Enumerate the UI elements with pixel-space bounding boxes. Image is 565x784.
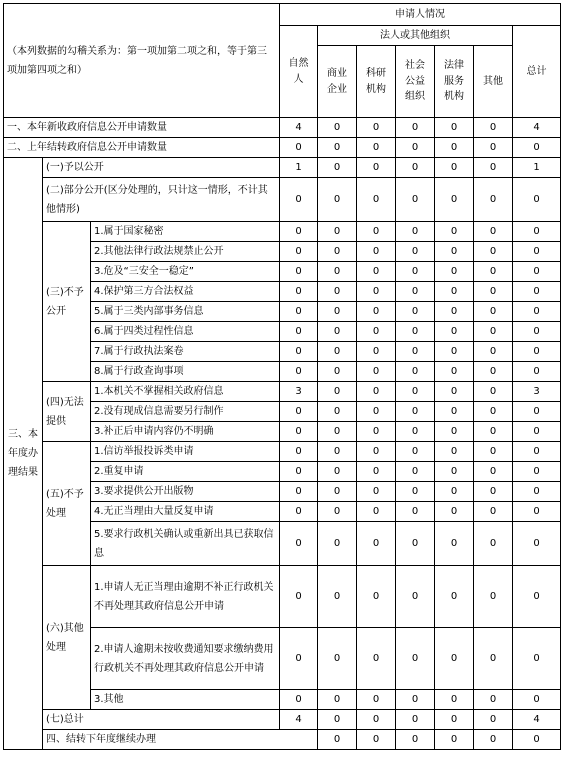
table-row xyxy=(4,222,561,242)
cell-value: 0 xyxy=(280,302,318,322)
row-label: 1.属于国家秘密 xyxy=(91,222,280,242)
cell-value: 0 xyxy=(318,118,357,138)
header-applicant-situation: 申请人情况 xyxy=(280,4,561,26)
cell-value: 0 xyxy=(357,158,396,178)
col-social-welfare: 社会公益组织 xyxy=(396,46,435,118)
cell-value: 0 xyxy=(280,178,318,222)
cell-value: 4 xyxy=(513,710,561,730)
disclosure-request-table xyxy=(3,3,561,750)
cell-value: 0 xyxy=(280,262,318,282)
cell-value: 0 xyxy=(396,730,435,750)
cell-value: 0 xyxy=(474,710,513,730)
cell-value: 0 xyxy=(474,502,513,522)
cell-value: 0 xyxy=(435,690,474,710)
cell-value: 0 xyxy=(474,462,513,482)
cell-value: 0 xyxy=(435,462,474,482)
cell-value: 0 xyxy=(318,138,357,158)
cell-value: 0 xyxy=(435,302,474,322)
cell-value: 0 xyxy=(474,382,513,402)
cell-value: 0 xyxy=(357,482,396,502)
cell-value: 0 xyxy=(435,730,474,750)
result-group-label: 三、本年度办理结果 xyxy=(4,158,43,750)
row-label: 2.没有现成信息需要另行制作 xyxy=(91,402,280,422)
cell-value: 0 xyxy=(513,222,561,242)
cell-value: 0 xyxy=(474,262,513,282)
cell-value: 0 xyxy=(396,342,435,362)
cell-value: 0 xyxy=(474,222,513,242)
cell-value: 0 xyxy=(318,178,357,222)
cell-value: 0 xyxy=(357,178,396,222)
row-label: 四、结转下年度继续办理 xyxy=(43,730,318,750)
cell-value: 0 xyxy=(513,342,561,362)
cell-value: 0 xyxy=(474,118,513,138)
cell-value: 0 xyxy=(280,690,318,710)
header-legal-or-other-orgs: 法人或其他组织 xyxy=(318,26,513,46)
row-label: 1.本机关不掌握相关政府信息 xyxy=(91,382,280,402)
cell-value: 0 xyxy=(474,690,513,710)
group-label-unable: (四)无法提供 xyxy=(43,382,91,442)
cell-value: 0 xyxy=(280,362,318,382)
cell-value: 0 xyxy=(513,730,561,750)
cell-value: 0 xyxy=(396,710,435,730)
cell-value: 0 xyxy=(435,322,474,342)
cell-value: 0 xyxy=(318,710,357,730)
row-label: 4.无正当理由大量反复申请 xyxy=(91,502,280,522)
cell-value: 0 xyxy=(435,242,474,262)
cell-value: 0 xyxy=(474,482,513,502)
group-label-other-processing: (六)其他处理 xyxy=(43,566,91,710)
cell-value: 0 xyxy=(280,342,318,362)
cell-value: 0 xyxy=(318,302,357,322)
cell-value: 3 xyxy=(513,382,561,402)
cell-value: 0 xyxy=(435,362,474,382)
cell-value: 0 xyxy=(357,302,396,322)
cell-value: 0 xyxy=(435,342,474,362)
cell-value: 0 xyxy=(396,262,435,282)
cell-value: 0 xyxy=(474,282,513,302)
cell-value: 0 xyxy=(280,462,318,482)
cell-value: 0 xyxy=(396,628,435,690)
cell-value: 0 xyxy=(435,502,474,522)
header-note: （本列数据的勾稽关系为：第一项加第二项之和，等于第三项加第四项之和） xyxy=(4,4,280,118)
cell-value: 0 xyxy=(474,342,513,362)
cell-value: 0 xyxy=(318,566,357,628)
cell-value: 0 xyxy=(318,522,357,566)
row-label: 3.补正后申请内容仍不明确 xyxy=(91,422,280,442)
row-label: 1.信访举报投诉类申请 xyxy=(91,442,280,462)
cell-value: 0 xyxy=(513,282,561,302)
cell-value: 0 xyxy=(396,138,435,158)
col-other: 其他 xyxy=(474,46,513,118)
table-row xyxy=(4,158,561,178)
table-row xyxy=(4,730,561,750)
cell-value: 0 xyxy=(396,402,435,422)
cell-value: 0 xyxy=(280,322,318,342)
cell-value: 0 xyxy=(513,178,561,222)
cell-value: 0 xyxy=(474,730,513,750)
cell-value: 0 xyxy=(318,242,357,262)
cell-value: 0 xyxy=(513,362,561,382)
cell-value: 0 xyxy=(396,242,435,262)
cell-value: 0 xyxy=(513,402,561,422)
row-label: 一、本年新收政府信息公开申请数量 xyxy=(4,118,280,138)
cell-value: 0 xyxy=(513,628,561,690)
cell-value: 0 xyxy=(474,522,513,566)
cell-value: 0 xyxy=(396,158,435,178)
cell-value: 0 xyxy=(513,262,561,282)
cell-value: 0 xyxy=(318,262,357,282)
cell-value: 0 xyxy=(474,302,513,322)
cell-value: 0 xyxy=(513,322,561,342)
row-label: 3.要求提供公开出版物 xyxy=(91,482,280,502)
cell-value: 0 xyxy=(396,302,435,322)
cell-value: 0 xyxy=(513,566,561,628)
cell-value: 0 xyxy=(396,382,435,402)
table-row xyxy=(4,118,561,138)
cell-value: 0 xyxy=(357,282,396,302)
cell-value: 0 xyxy=(280,522,318,566)
cell-value: 0 xyxy=(318,482,357,502)
row-label: (二)部分公开(区分处理的，只计这一情形，不计其他情形) xyxy=(43,178,280,222)
cell-value: 0 xyxy=(280,422,318,442)
cell-value: 0 xyxy=(513,242,561,262)
cell-value: 0 xyxy=(513,462,561,482)
col-research: 科研机构 xyxy=(357,46,396,118)
row-label: 3.危及“三安全一稳定” xyxy=(91,262,280,282)
cell-value: 0 xyxy=(357,710,396,730)
row-label: 5.属于三类内部事务信息 xyxy=(91,302,280,322)
cell-value: 0 xyxy=(513,502,561,522)
row-label: 5.要求行政机关确认或重新出具已获取信息 xyxy=(91,522,280,566)
cell-value: 0 xyxy=(474,322,513,342)
table-row xyxy=(4,178,561,222)
cell-value: 0 xyxy=(357,262,396,282)
cell-value: 0 xyxy=(474,242,513,262)
col-total: 总计 xyxy=(513,26,561,118)
cell-value: 0 xyxy=(357,628,396,690)
cell-value: 0 xyxy=(318,628,357,690)
col-natural-person: 自然人 xyxy=(280,26,318,118)
cell-value: 0 xyxy=(280,482,318,502)
cell-value: 4 xyxy=(280,118,318,138)
cell-value: 0 xyxy=(396,442,435,462)
cell-value: 0 xyxy=(513,522,561,566)
cell-value: 0 xyxy=(280,628,318,690)
cell-value: 0 xyxy=(280,282,318,302)
cell-value: 0 xyxy=(513,482,561,502)
cell-value: 0 xyxy=(474,402,513,422)
row-label: 8.属于行政查询事项 xyxy=(91,362,280,382)
cell-value: 0 xyxy=(396,362,435,382)
cell-value: 0 xyxy=(318,322,357,342)
cell-value: 0 xyxy=(318,158,357,178)
row-label: (七)总计 xyxy=(43,710,280,730)
cell-value: 0 xyxy=(357,442,396,462)
cell-value: 0 xyxy=(318,342,357,362)
cell-value: 0 xyxy=(396,282,435,302)
cell-value: 0 xyxy=(357,462,396,482)
group-label-not-disclosed: (三)不予公开 xyxy=(43,222,91,382)
cell-value: 0 xyxy=(357,362,396,382)
cell-value: 0 xyxy=(280,442,318,462)
cell-value: 3 xyxy=(280,382,318,402)
row-label: 1.申请人无正当理由逾期不补正行政机关不再处理其政府信息公开申请 xyxy=(91,566,280,628)
cell-value: 0 xyxy=(513,690,561,710)
table-row xyxy=(4,566,561,628)
cell-value: 4 xyxy=(280,710,318,730)
cell-value: 0 xyxy=(318,282,357,302)
row-label: 4.保护第三方合法权益 xyxy=(91,282,280,302)
cell-value: 0 xyxy=(318,442,357,462)
cell-value: 0 xyxy=(318,730,357,750)
row-label: 7.属于行政执法案卷 xyxy=(91,342,280,362)
cell-value: 0 xyxy=(474,138,513,158)
cell-value: 0 xyxy=(396,566,435,628)
cell-value: 0 xyxy=(396,118,435,138)
cell-value: 0 xyxy=(357,422,396,442)
cell-value: 0 xyxy=(435,422,474,442)
table-row xyxy=(4,138,561,158)
cell-value: 0 xyxy=(357,322,396,342)
cell-value: 0 xyxy=(513,442,561,462)
cell-value: 0 xyxy=(280,222,318,242)
cell-value: 0 xyxy=(474,442,513,462)
cell-value: 0 xyxy=(280,502,318,522)
cell-value: 0 xyxy=(435,482,474,502)
cell-value: 0 xyxy=(396,178,435,222)
cell-value: 0 xyxy=(513,422,561,442)
cell-value: 0 xyxy=(513,302,561,322)
cell-value: 0 xyxy=(357,342,396,362)
cell-value: 0 xyxy=(474,422,513,442)
cell-value: 0 xyxy=(357,118,396,138)
cell-value: 0 xyxy=(474,178,513,222)
row-label: 6.属于四类过程性信息 xyxy=(91,322,280,342)
cell-value: 1 xyxy=(513,158,561,178)
cell-value: 0 xyxy=(396,422,435,442)
cell-value: 0 xyxy=(435,138,474,158)
cell-value: 0 xyxy=(474,158,513,178)
cell-value: 0 xyxy=(280,402,318,422)
cell-value: 0 xyxy=(357,502,396,522)
cell-value: 0 xyxy=(435,262,474,282)
cell-value: 0 xyxy=(396,462,435,482)
table-row xyxy=(4,442,561,462)
cell-value: 0 xyxy=(396,482,435,502)
cell-value: 0 xyxy=(435,118,474,138)
cell-value: 0 xyxy=(280,242,318,262)
row-label: 二、上年结转政府信息公开申请数量 xyxy=(4,138,280,158)
cell-value: 0 xyxy=(280,566,318,628)
cell-value: 0 xyxy=(435,158,474,178)
cell-value: 0 xyxy=(435,522,474,566)
cell-value: 0 xyxy=(435,222,474,242)
cell-value: 0 xyxy=(357,522,396,566)
cell-value: 0 xyxy=(435,282,474,302)
cell-value: 0 xyxy=(474,566,513,628)
cell-value: 0 xyxy=(396,690,435,710)
cell-value: 0 xyxy=(396,222,435,242)
cell-value: 0 xyxy=(474,362,513,382)
col-legal-services: 法律服务机构 xyxy=(435,46,474,118)
cell-value: 0 xyxy=(435,178,474,222)
cell-value: 0 xyxy=(435,382,474,402)
cell-value: 0 xyxy=(357,402,396,422)
cell-value: 0 xyxy=(513,138,561,158)
col-commercial: 商业企业 xyxy=(318,46,357,118)
cell-value: 0 xyxy=(435,566,474,628)
cell-value: 0 xyxy=(357,242,396,262)
cell-value: 0 xyxy=(318,502,357,522)
cell-value: 0 xyxy=(435,710,474,730)
cell-value: 0 xyxy=(318,402,357,422)
cell-value: 0 xyxy=(318,690,357,710)
cell-value: 0 xyxy=(357,382,396,402)
cell-value: 0 xyxy=(474,628,513,690)
row-label: (一)予以公开 xyxy=(43,158,280,178)
cell-value: 4 xyxy=(513,118,561,138)
cell-value: 0 xyxy=(357,730,396,750)
cell-value: 0 xyxy=(396,522,435,566)
cell-value: 0 xyxy=(435,628,474,690)
cell-value: 0 xyxy=(318,222,357,242)
cell-value: 0 xyxy=(396,502,435,522)
cell-value: 0 xyxy=(318,362,357,382)
row-label: 2.重复申请 xyxy=(91,462,280,482)
row-label: 2.申请人逾期未按收费通知要求缴纳费用行政机关不再处理其政府信息公开申请 xyxy=(91,628,280,690)
cell-value: 0 xyxy=(318,462,357,482)
cell-value: 1 xyxy=(280,158,318,178)
cell-value: 0 xyxy=(396,322,435,342)
row-label: 3.其他 xyxy=(91,690,280,710)
group-label-not-processed: (五)不予处理 xyxy=(43,442,91,566)
row-label: 2.其他法律行政法规禁止公开 xyxy=(91,242,280,262)
table-row xyxy=(4,710,561,730)
cell-value: 0 xyxy=(280,138,318,158)
cell-value: 0 xyxy=(357,690,396,710)
cell-value: 0 xyxy=(357,566,396,628)
table-row xyxy=(4,382,561,402)
cell-value: 0 xyxy=(318,422,357,442)
cell-value: 0 xyxy=(357,222,396,242)
cell-value: 0 xyxy=(318,382,357,402)
cell-value: 0 xyxy=(357,138,396,158)
cell-value: 0 xyxy=(435,402,474,422)
cell-value: 0 xyxy=(435,442,474,462)
